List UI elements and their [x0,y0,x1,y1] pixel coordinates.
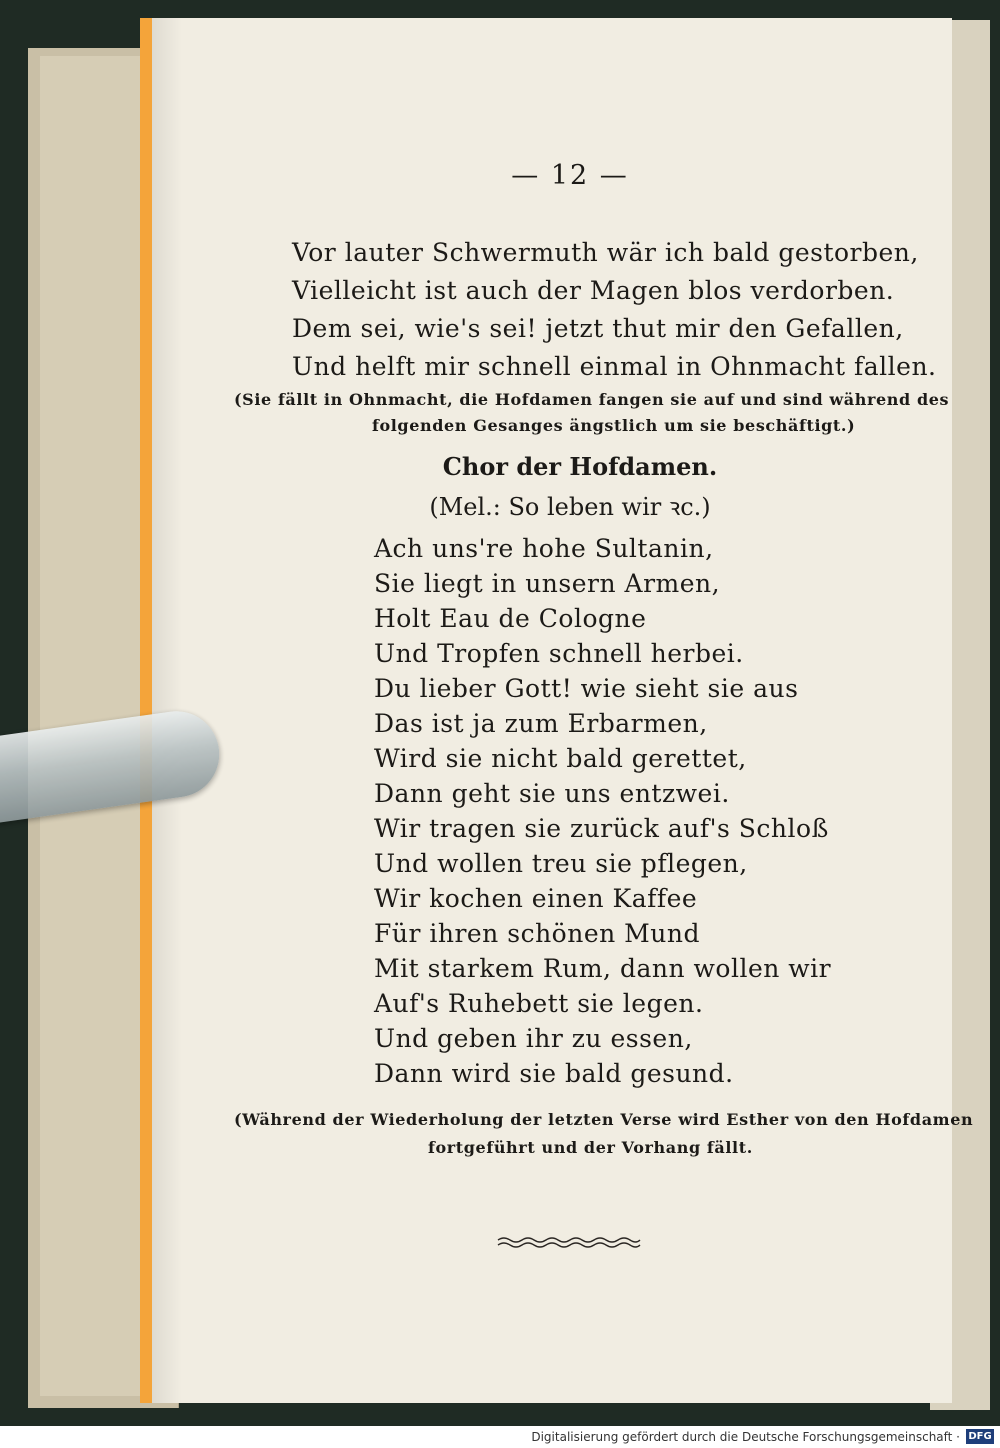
melody-note: (Mel.: So leben wir ꝛc.) [429,493,711,521]
chorus-line: Wir tragen sie zurück auf's Schloß [374,814,829,843]
end-ornament [496,1234,642,1250]
chorus-line: Wir kochen einen Kaffee [374,884,698,913]
stage-direction-line: fortgeführt und der Vorhang fällt. [428,1138,753,1157]
verse-line: Vielleicht ist auch der Magen blos verdorben. [292,276,895,305]
chorus-line: Wird sie nicht bald gerettet, [374,744,747,773]
verse-line: Vor lauter Schwermuth wär ich bald gestorben, [292,238,919,267]
chorus-line: Auf's Ruhebett sie legen. [374,989,704,1018]
chorus-line: Mit starkem Rum, dann wollen wir [374,954,832,983]
dfg-logo: DFG [966,1429,994,1444]
chorus-line: Und Tropfen schnell herbei. [374,639,744,668]
chorus-line: Dann geht sie uns entzwei. [374,779,730,808]
chorus-line: Dann wird sie bald gesund. [374,1059,734,1088]
funding-note: Digitalisierung gefördert durch die Deutsche Forschungsgemeinschaft · [531,1430,960,1444]
chorus-heading: Chor der Hofdamen. [442,452,718,481]
chorus-line: Für ihren schönen Mund [374,919,700,948]
chorus-line: Holt Eau de Cologne [374,604,647,633]
stage-direction-line: folgenden Gesanges ängstlich um sie beschäftigt.) [372,416,856,435]
chorus-line: Und geben ihr zu essen, [374,1024,693,1053]
stage-direction-line: (Während der Wiederholung der letzten Verse wird Esther von den Hofdamen [234,1110,974,1129]
stage-direction-line: (Sie fällt in Ohnmacht, die Hofdamen fangen sie auf und sind während des [234,390,950,409]
chorus-line: Ach uns're hohe Sultanin, [374,534,714,563]
verse-line: Dem sei, wie's sei! jetzt thut mir den Gefallen, [292,314,904,343]
chorus-line: Sie liegt in unsern Armen, [374,569,721,598]
chorus-line: Du lieber Gott! wie sieht sie aus [374,674,799,703]
chorus-line: Und wollen treu sie pflegen, [374,849,748,878]
chorus-line: Das ist ja zum Erbarmen, [374,709,708,738]
footer-bar [0,1426,1000,1448]
page-number: — 12 — [511,160,629,191]
verse-line: Und helft mir schnell einmal in Ohnmacht fallen. [292,352,937,381]
